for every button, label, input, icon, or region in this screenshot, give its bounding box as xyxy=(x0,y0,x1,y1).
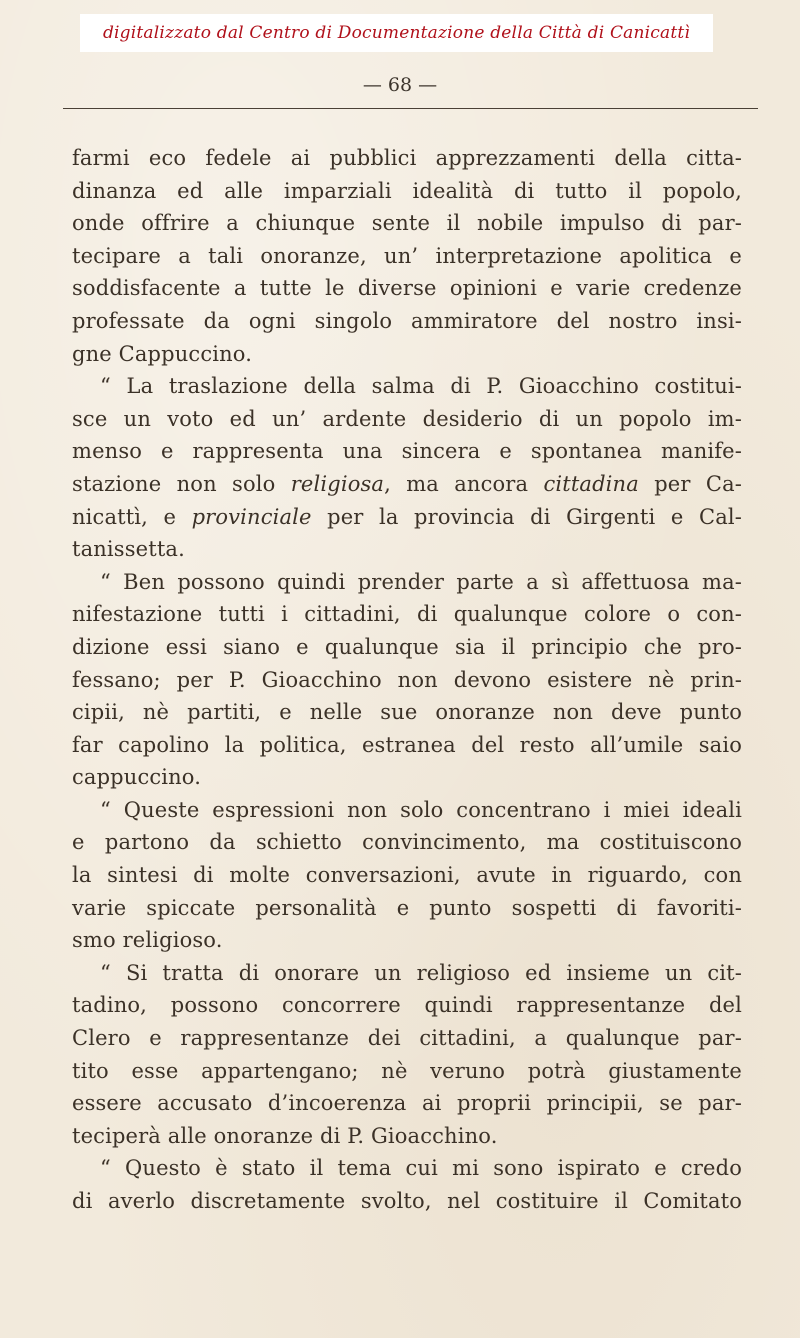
text-run: stazione non solo xyxy=(72,471,291,496)
text-line: “ Si tratta di onorare un religioso ed insieme un cit- xyxy=(100,960,742,985)
emphasis-cittadina: cittadina xyxy=(543,471,639,496)
text-line: cappuccino. xyxy=(72,765,202,790)
page-number: — 68 — xyxy=(362,74,438,96)
text-line: professate da ogni singolo ammiratore del nostro insi- xyxy=(72,308,742,333)
text-line: tecipare a tali onoranze, un’ interpretazione apolitica e xyxy=(72,243,742,268)
text-line: essere accusato d’incoerenza ai proprii principii, se par- xyxy=(72,1091,742,1116)
text-line: dizione essi siano e qualunque sia il principio che pro- xyxy=(72,634,742,659)
text-line: dinanza ed alle imparziali idealità di tutto il popolo, xyxy=(72,178,742,203)
text-line: far capolino la politica, estranea del resto all’umile saio xyxy=(72,732,742,757)
text-line: “ Queste espressioni non solo concentrano i miei ideali xyxy=(100,797,742,822)
text-line: cipii, nè partiti, e nelle sue onoranze non deve punto xyxy=(72,700,742,725)
text-line: gne Cappuccino. xyxy=(72,341,253,366)
text-line xyxy=(72,468,742,501)
text-line: tadino, possono concorrere quindi rappresentanze del xyxy=(72,993,742,1018)
text-line: nifestazione tutti i cittadini, di qualunque colore o con- xyxy=(72,602,742,627)
text-line: smo religioso. xyxy=(72,928,223,953)
text-run: nicattì, e xyxy=(72,504,192,529)
text-line xyxy=(72,501,742,534)
text-line: “ La traslazione della salma di P. Gioacchino costitui- xyxy=(100,374,742,399)
text-line: di averlo discretamente svolto, nel costituire il Comitato xyxy=(72,1189,742,1213)
text-line: fessano; per P. Gioacchino non devono esistere nè prin- xyxy=(72,667,742,692)
emphasis-provinciale: provinciale xyxy=(191,504,312,529)
text-line: varie spiccate personalità e punto sospetti di favoriti- xyxy=(72,895,742,920)
text-line: menso e rappresenta una sincera e spontanea manife- xyxy=(72,439,742,464)
text-line: teciperà alle onoranze di P. Gioacchino. xyxy=(72,1123,498,1148)
digitization-stamp xyxy=(80,14,713,52)
text-line: “ Questo è stato il tema cui mi sono ispirato e credo xyxy=(100,1156,742,1181)
digitization-note: digitalizzato dal Centro di Documentazione della Città di Canicattì xyxy=(102,23,691,43)
text-run: per Ca- xyxy=(638,471,742,496)
text-line: e partono da schietto convincimento, ma costituiscono xyxy=(72,830,742,855)
text-run: per la provincia di Girgenti e Cal- xyxy=(311,504,742,529)
text-line: tanissetta. xyxy=(72,537,185,562)
text-run: , ma ancora xyxy=(384,471,544,496)
body-text xyxy=(72,142,742,1218)
text-line: tito esse appartengano; nè veruno potrà giustamente xyxy=(72,1058,742,1083)
text-line: Clero e rappresentanze dei cittadini, a qualunque par- xyxy=(72,1026,742,1051)
emphasis-religiosa: religiosa xyxy=(290,471,385,496)
text-line: farmi eco fedele ai pubblici apprezzamenti della citta- xyxy=(72,146,742,170)
text-line: soddisfacente a tutte le diverse opinioni e varie credenze xyxy=(72,276,742,301)
text-line: la sintesi di molte conversazioni, avute in riguardo, con xyxy=(72,863,742,888)
header-rule xyxy=(63,108,758,109)
text-line: onde offrire a chiunque sente il nobile impulso di par- xyxy=(72,211,742,236)
text-line: “ Ben possono quindi prender parte a sì affettuosa ma- xyxy=(100,569,742,594)
text-line: sce un voto ed un’ ardente desiderio di un popolo im- xyxy=(72,406,742,431)
